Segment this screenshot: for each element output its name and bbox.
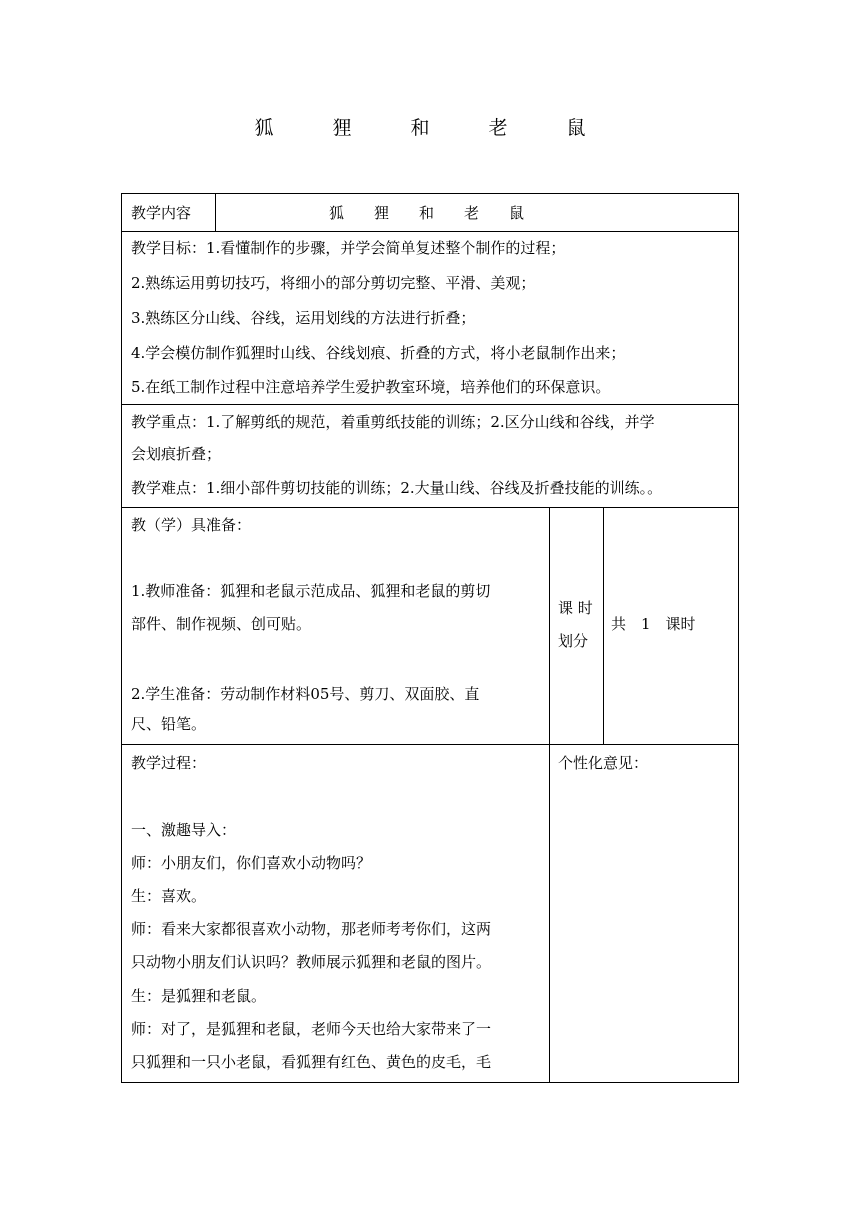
row-divider [122,744,738,745]
process-line: 只狐狸和一只小老鼠，看狐狸有红色、黄色的皮毛，毛 [131,1053,492,1071]
objective-line-5: 5.在纸工制作过程中注意培养学生爱护教室环境，培养他们的环保意识。 [131,378,611,396]
content-label: 教学内容 [131,204,192,222]
teacher-preparation-line-1: 1.教师准备：狐狸和老鼠示范成品、狐狸和老鼠的剪切 [131,582,491,600]
preparation-heading: 教（学）具准备： [131,516,252,534]
process-line: 一、激趣导入： [131,821,237,839]
key-point-line-2: 会划痕折叠； [131,445,222,463]
lesson-plan-table [121,193,739,1083]
process-heading: 教学过程： [131,754,207,772]
objective-line-3: 3.熟练区分山线、谷线，运用划线的方法进行折叠； [131,309,476,327]
process-line: 只动物小朋友们认识吗？教师展示狐狸和老鼠的图片。 [131,953,492,971]
process-line: 师：小朋友们，你们喜欢小动物吗？ [131,854,372,872]
objective-line-1: 教学目标：1.看懂制作的步骤，并学会简单复述整个制作的过程； [131,239,566,257]
key-point-line-1: 教学重点：1.了解剪纸的规范，着重剪纸技能的训练；2.区分山线和谷线，并学 [131,413,655,431]
process-line: 师：对了，是狐狸和老鼠，老师今天也给大家带来了一 [131,1020,492,1038]
column-divider [215,194,216,231]
objective-line-2: 2.熟练运用剪切技巧，将细小的部分剪切完整、平滑、美观； [131,274,536,292]
process-line: 师：看来大家都很喜欢小动物，那老师考考你们，这两 [131,920,492,938]
column-divider [603,507,604,744]
lesson-time-value: 共 1 课时 [611,615,696,633]
lesson-time-label-2: 划分 [558,632,589,650]
personal-opinion-label: 个性化意见： [558,754,649,772]
page-title: 狐 狸 和 老 鼠 [254,117,606,139]
process-line: 生：是狐狸和老鼠。 [131,987,267,1005]
column-divider [549,507,550,1082]
process-line: 生：喜欢。 [131,887,207,905]
lesson-time-label-1: 课 时 [558,599,593,617]
objective-line-4: 4.学会模仿制作狐狸时山线、谷线划痕、折叠的方式，将小老鼠制作出来； [131,344,626,362]
difficult-point-line: 教学难点：1.细小部件剪切技能的训练；2.大量山线、谷线及折叠技能的训练。。 [131,479,663,497]
teacher-preparation-line-2: 部件、制作视频、创可贴。 [131,615,312,633]
student-preparation-line-2: 尺、铅笔。 [131,715,207,733]
content-value: 狐 狸 和 老 鼠 [329,204,525,222]
student-preparation-line-1: 2.学生准备：劳动制作材料05号、剪刀、双面胶、直 [131,685,480,703]
